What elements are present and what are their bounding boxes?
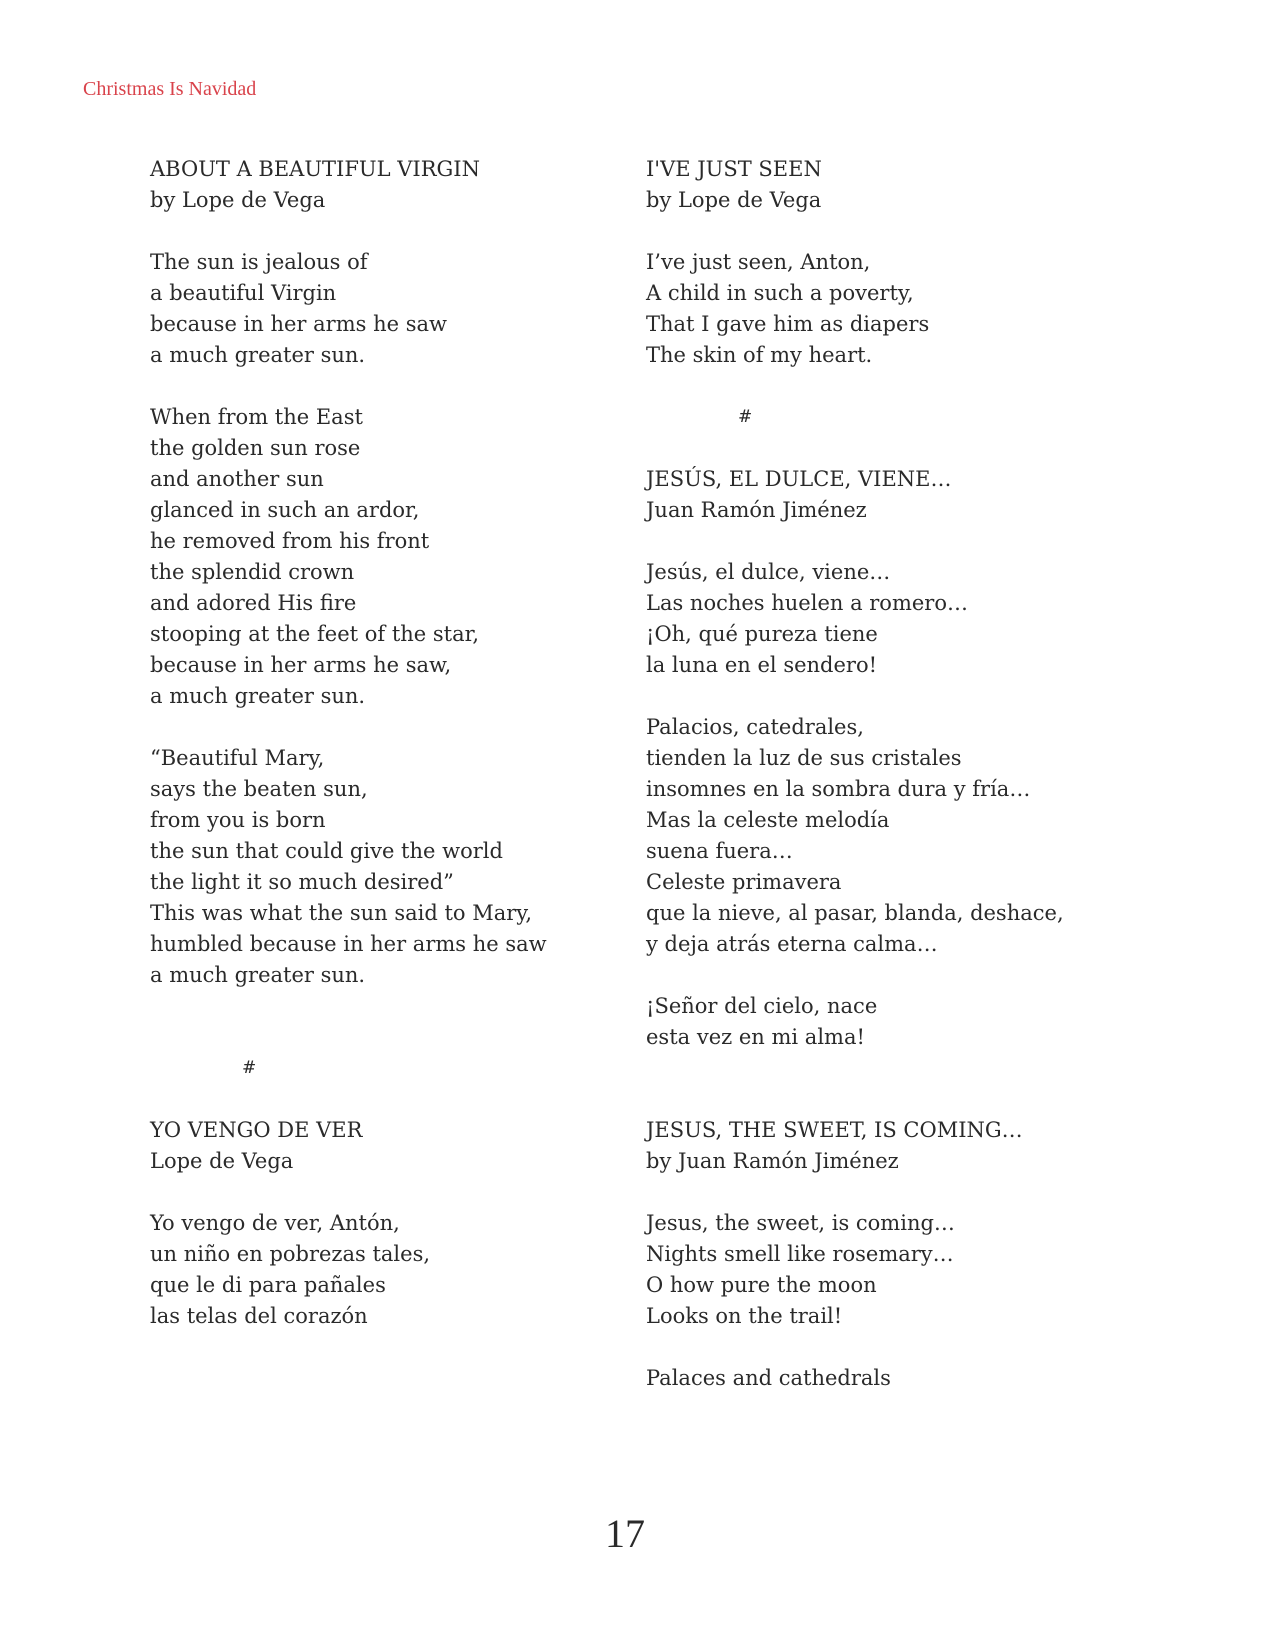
stanza bbox=[150, 402, 570, 712]
poem-line: Palacios, catedrales, bbox=[646, 715, 864, 739]
right-column bbox=[646, 154, 1106, 1394]
poem-author: by Lope de Vega bbox=[150, 188, 326, 212]
stanza bbox=[646, 712, 1106, 960]
running-header: Christmas Is Navidad bbox=[83, 78, 257, 100]
poem-line: When from the East bbox=[150, 405, 363, 429]
stanza bbox=[150, 1208, 570, 1332]
poem-author: by Juan Ramón Jiménez bbox=[646, 1149, 899, 1173]
stanza bbox=[646, 557, 1106, 681]
poem-title: JESUS, THE SWEET, IS COMING… bbox=[646, 1118, 1023, 1142]
poem-line: a much greater sun. bbox=[150, 684, 366, 708]
poem-line: la luna en el sendero! bbox=[646, 653, 878, 677]
stanza bbox=[646, 1363, 1106, 1394]
poem-line: a much greater sun. bbox=[150, 343, 366, 367]
poem-line: humbled because in her arms he saw bbox=[150, 932, 547, 956]
poem-line: Las noches huelen a romero… bbox=[646, 591, 968, 615]
page-number: 17 bbox=[605, 1511, 645, 1556]
stanza bbox=[646, 1208, 1106, 1332]
poem-line: que la nieve, al pasar, blanda, deshace, bbox=[646, 901, 1064, 925]
poem-line: That I gave him as diapers bbox=[646, 312, 930, 336]
stanza bbox=[150, 247, 570, 371]
left-column bbox=[150, 154, 570, 1332]
poem-line: ¡Señor del cielo, nace bbox=[646, 994, 878, 1018]
poem-line: because in her arms he saw, bbox=[150, 653, 452, 677]
poem-line: the light it so much desired” bbox=[150, 870, 454, 894]
poem-line: O how pure the moon bbox=[646, 1273, 877, 1297]
poem-line: because in her arms he saw bbox=[150, 312, 447, 336]
poem-line: a beautiful Virgin bbox=[150, 281, 337, 305]
poem-author: Juan Ramón Jiménez bbox=[646, 498, 867, 522]
poem-title: ABOUT A BEAUTIFUL VIRGIN bbox=[150, 157, 480, 181]
stanza bbox=[646, 991, 1106, 1053]
poem-line: says the beaten sun, bbox=[150, 777, 368, 801]
poem-title: I'VE JUST SEEN bbox=[646, 157, 822, 181]
poem-line: ¡Oh, qué pureza tiene bbox=[646, 622, 878, 646]
poem-line: Mas la celeste melodía bbox=[646, 808, 890, 832]
poem-author: Lope de Vega bbox=[150, 1149, 294, 1173]
poem-line: A child in such a poverty, bbox=[646, 281, 914, 305]
poem-line: the sun that could give the world bbox=[150, 839, 503, 863]
poem-line: esta vez en mi alma! bbox=[646, 1025, 865, 1049]
poem-line: and another sun bbox=[150, 467, 324, 491]
poem-line: y deja atrás eterna calma… bbox=[646, 932, 938, 956]
poem-line: stooping at the feet of the star, bbox=[150, 622, 480, 646]
poem-line: un niño en pobrezas tales, bbox=[150, 1242, 431, 1266]
stanza bbox=[150, 743, 570, 991]
poem-line: Looks on the trail! bbox=[646, 1304, 843, 1328]
stanza bbox=[646, 247, 1106, 371]
poem-line: the golden sun rose bbox=[150, 436, 361, 460]
section-separator: # bbox=[242, 1058, 257, 1078]
poem-line: tienden la luz de sus cristales bbox=[646, 746, 962, 770]
poem-line: glanced in such an ardor, bbox=[150, 498, 420, 522]
poem-line: the splendid crown bbox=[150, 560, 355, 584]
poem-line: The sun is jealous of bbox=[150, 250, 368, 274]
poem-line: insomnes en la sombra dura y fría… bbox=[646, 777, 1031, 801]
poem-line: suena fuera… bbox=[646, 839, 793, 863]
poem-line: a much greater sun. bbox=[150, 963, 366, 987]
poem-line: Jesus, the sweet, is coming… bbox=[646, 1211, 955, 1235]
poem-line: Nights smell like rosemary… bbox=[646, 1242, 954, 1266]
poem-line: Celeste primavera bbox=[646, 870, 842, 894]
poem-line: and adored His fire bbox=[150, 591, 357, 615]
poem-author: by Lope de Vega bbox=[646, 188, 822, 212]
poem-line: This was what the sun said to Mary, bbox=[150, 901, 533, 925]
poem-title: JESÚS, EL DULCE, VIENE… bbox=[646, 467, 952, 491]
poem-line: Jesús, el dulce, viene… bbox=[646, 560, 891, 584]
poem-line: que le di para pañales bbox=[150, 1273, 386, 1297]
poem-title: YO VENGO DE VER bbox=[150, 1118, 363, 1142]
poem-line: Palaces and cathedrals bbox=[646, 1366, 891, 1390]
section-separator: # bbox=[738, 407, 753, 427]
poem-line: “Beautiful Mary, bbox=[150, 746, 325, 770]
poem-line: I’ve just seen, Anton, bbox=[646, 250, 871, 274]
poem-line: The skin of my heart. bbox=[646, 343, 873, 367]
poem-line: Yo vengo de ver, Antón, bbox=[150, 1211, 400, 1235]
poem-line: from you is born bbox=[150, 808, 326, 832]
poem-line: he removed from his front bbox=[150, 529, 430, 553]
poem-line: las telas del corazón bbox=[150, 1304, 368, 1328]
